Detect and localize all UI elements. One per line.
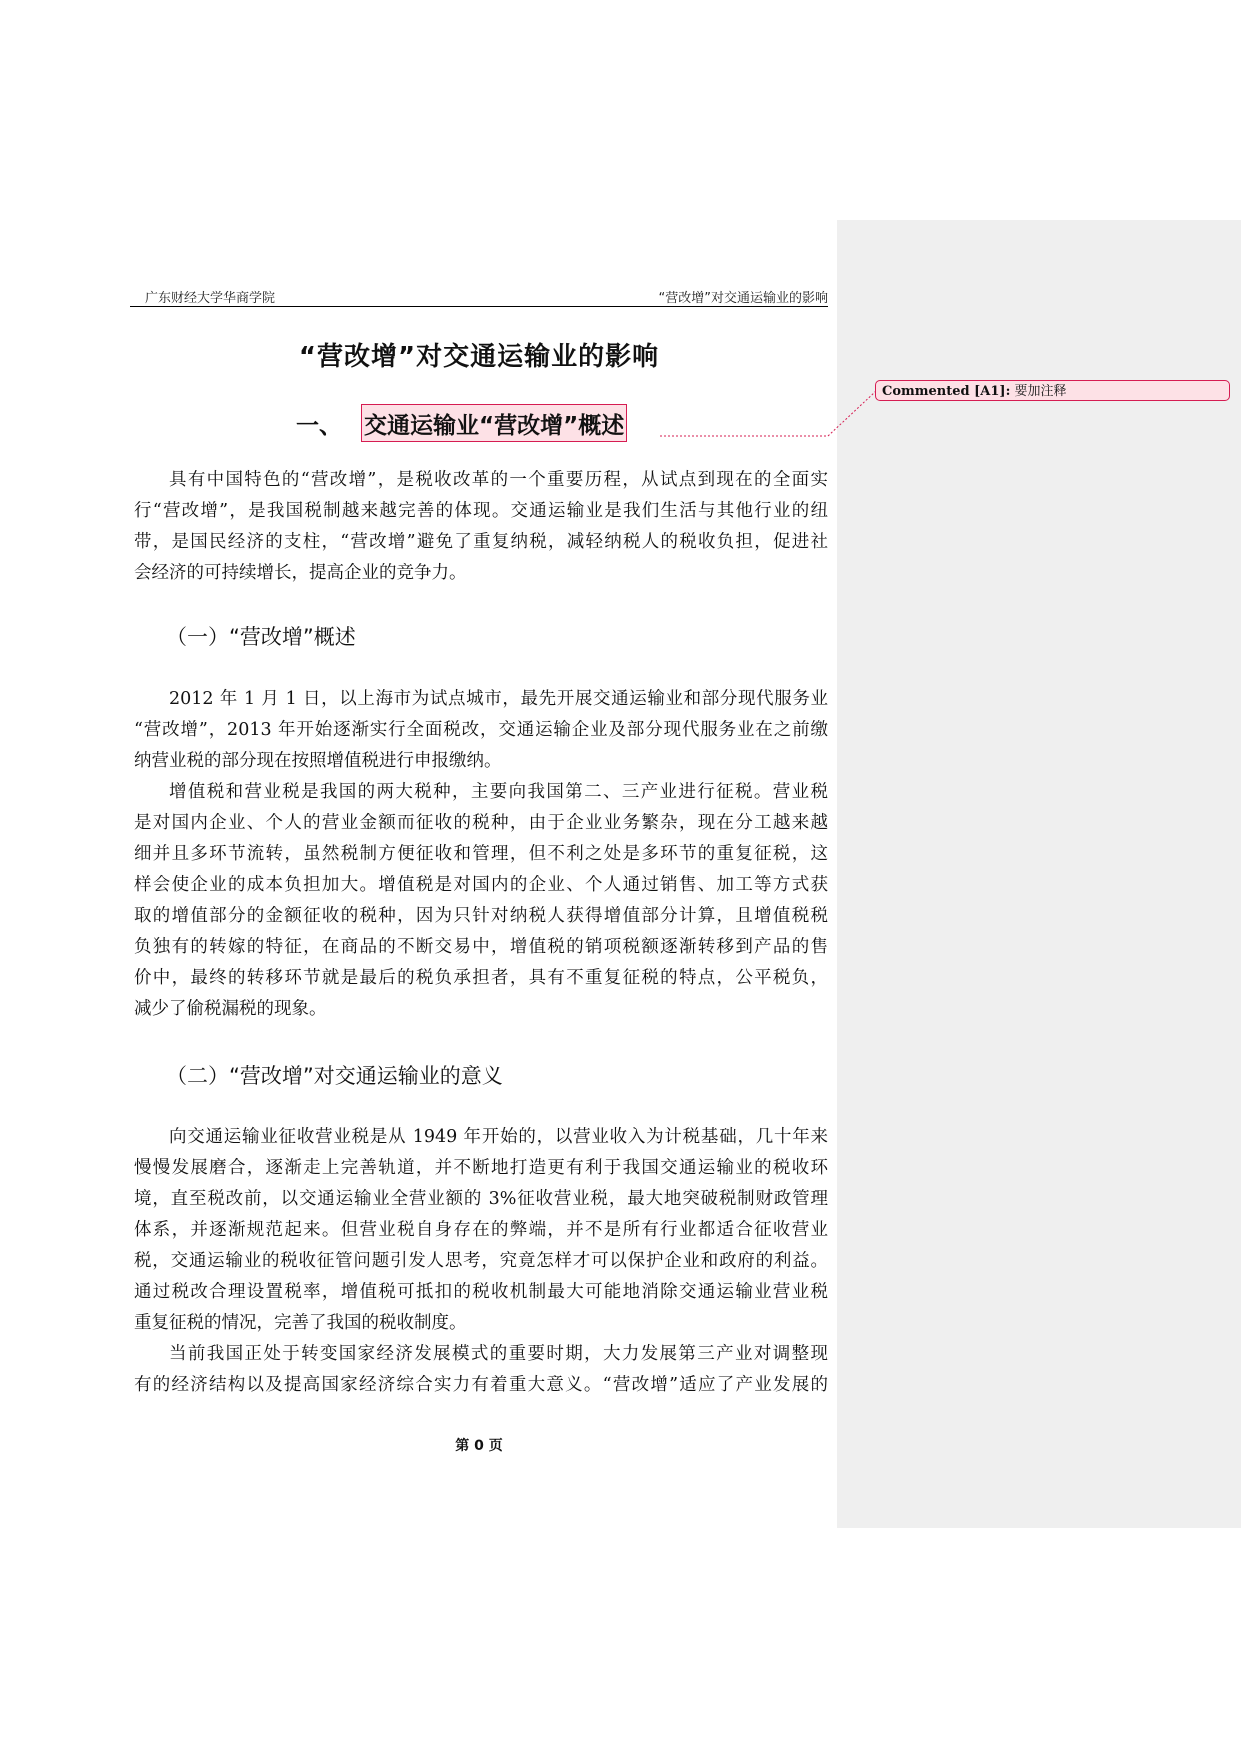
paragraph-5 — [134, 1339, 828, 1401]
text-line: 慢慢发展磨合，逐渐走上完善轨道，并不断地打造更有利于我国交通运输业的税收环 — [134, 1158, 828, 1178]
text-line: “营改增”，2013 年开始逐渐实行全面税改，交通运输企业及部分现代服务业在之前缴 — [134, 720, 828, 740]
comment-balloon[interactable] — [875, 380, 1230, 401]
header-rule — [130, 306, 828, 307]
text-line: 会经济的可持续增长，提高企业的竞争力。 — [134, 563, 467, 583]
text-line: 行“营改增”，是我国税制越来越完善的体现。交通运输业是我们生活与其他行业的纽 — [134, 501, 828, 521]
commented-heading-text[interactable]: 交通运输业“营改增”概述 — [361, 404, 627, 442]
header-left: 广东财经大学华商学院 — [145, 291, 276, 306]
text-line: 负独有的转嫁的特征，在商品的不断交易中，增值税的销项税额逐渐转移到产品的售 — [134, 937, 828, 957]
paragraph-2 — [134, 684, 828, 777]
text-line: 取的增值部分的金额征收的税种，因为只针对纳税人获得增值部分计算，且增值税税 — [134, 906, 828, 926]
paragraph-3 — [134, 777, 828, 1025]
text-line: 是对国内企业、个人的营业金额而征收的税种，由于企业业务繁杂，现在分工越来越 — [134, 813, 828, 833]
document-title: “营改增”对交通运输业的影响 — [298, 342, 660, 372]
paragraph-intro — [134, 465, 828, 589]
text-line: 重复征税的情况，完善了我国的税收制度。 — [134, 1313, 467, 1333]
subheading-1: （一）“营改增”概述 — [166, 625, 356, 649]
text-line: 样会使企业的成本负担加大。增值税是对国内的企业、个人通过销售、加工等方式获 — [134, 875, 828, 895]
section-number: 一、 — [296, 413, 342, 439]
paragraph-4 — [134, 1122, 828, 1339]
text-line: 体系，并逐渐规范起来。但营业税自身存在的弊端，并不是所有行业都适合征收营业 — [134, 1220, 828, 1240]
header-right: “营改增”对交通运输业的影响 — [658, 291, 828, 306]
text-line: 2012 年 1 月 1 日，以上海市为试点城市，最先开展交通运输业和部分现代服务业 — [169, 689, 828, 709]
text-line: 具有中国特色的“营改增”，是税收改革的一个重要历程，从试点到现在的全面实 — [169, 470, 828, 490]
text-line: 税，交通运输业的税收征管问题引发人思考，究竟怎样才可以保护企业和政府的利益。 — [134, 1251, 828, 1271]
comment-author: Commented [A1]: — [882, 384, 1011, 399]
page-header — [130, 287, 828, 307]
text-line: 当前我国正处于转变国家经济发展模式的重要时期，大力发展第三产业对调整现 — [169, 1344, 828, 1364]
text-line: 向交通运输业征收营业税是从 1949 年开始的，以营业收入为计税基础，几十年来 — [169, 1127, 828, 1147]
text-line: 带，是国民经济的支柱，“营改增”避免了重复纳税，减轻纳税人的税收负担，促进社 — [134, 532, 828, 552]
comment-text: 要加注释 — [1014, 384, 1067, 399]
text-line: 纳营业税的部分现在按照增值税进行申报缴纳。 — [134, 751, 502, 771]
comment-pane — [837, 220, 1241, 1528]
page-number: 第 0 页 — [455, 1438, 503, 1454]
text-line: 减少了偷税漏税的现象。 — [134, 999, 327, 1019]
text-line: 有的经济结构以及提高国家经济综合实力有着重大意义。“营改增”适应了产业发展的 — [134, 1375, 828, 1395]
text-line: 境，直至税改前，以交通运输业全营业额的 3%征收营业税，最大地突破税制财政管理 — [134, 1189, 828, 1209]
text-line: 增值税和营业税是我国的两大税种，主要向我国第二、三产业进行征税。营业税 — [169, 782, 828, 802]
subheading-2: （二）“营改增”对交通运输业的意义 — [166, 1064, 503, 1088]
text-line: 通过税改合理设置税率，增值税可抵扣的税收机制最大可能地消除交通运输业营业税 — [134, 1282, 828, 1302]
text-line: 价中，最终的转移环节就是最后的税负承担者，具有不重复征税的特点，公平税负， — [134, 968, 828, 988]
text-line: 细并且多环节流转，虽然税制方便征收和管理，但不利之处是多环节的重复征税，这 — [134, 844, 828, 864]
